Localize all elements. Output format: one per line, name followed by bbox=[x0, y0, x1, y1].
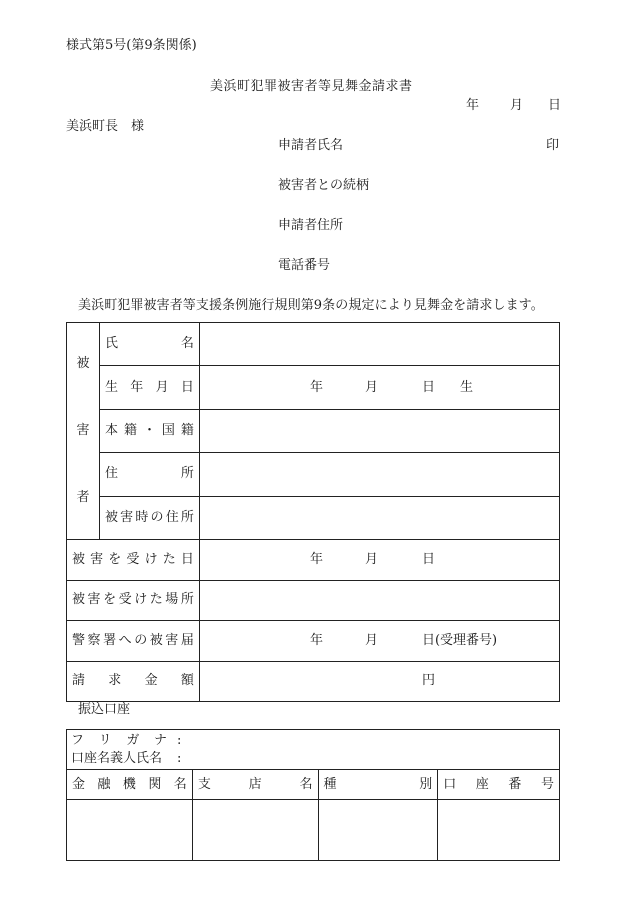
furigana-label-char: フ bbox=[71, 732, 85, 748]
bank-column-header-char: 座 bbox=[475, 776, 489, 792]
bank-column-header bbox=[192, 770, 318, 800]
incident-row-value[interactable] bbox=[199, 540, 559, 581]
victim-row-label-char: 名 bbox=[180, 336, 194, 352]
incident-row-label-char: た bbox=[162, 551, 176, 567]
incident-row-label-char: け bbox=[144, 551, 158, 567]
seal-mark: 印 bbox=[546, 138, 560, 153]
victim-group-char: 害 bbox=[76, 422, 90, 438]
incident-row-label bbox=[67, 661, 200, 702]
incident-row-label-char: 求 bbox=[108, 673, 122, 689]
victim-row-label-char: 害 bbox=[120, 509, 134, 525]
victim-row-label-char: 年 bbox=[130, 379, 144, 395]
incident-row-label-char: 日 bbox=[180, 551, 194, 567]
form-number: 様式第5号(第9条関係) bbox=[66, 38, 197, 53]
incident-row-label-char: 場 bbox=[165, 592, 179, 608]
bank-column-header bbox=[318, 770, 438, 800]
bank-column-header-char: 支 bbox=[197, 776, 211, 792]
incident-row-label-char: た bbox=[149, 592, 163, 608]
incident-row-value-part: 月 bbox=[364, 551, 378, 567]
bank-table bbox=[66, 729, 560, 861]
furigana-label-char: リ bbox=[98, 732, 112, 748]
applicant-address-label: 申請者住所 bbox=[278, 218, 344, 233]
victim-row bbox=[67, 323, 560, 366]
incident-row-value-part: 年 bbox=[309, 551, 323, 567]
incident-row-label-char: の bbox=[134, 632, 148, 648]
date-year-label: 年 bbox=[466, 98, 480, 113]
incident-row-label-char: 害 bbox=[87, 592, 101, 608]
incident-row-label-char: け bbox=[134, 592, 148, 608]
incident-row-label-char: 被 bbox=[72, 592, 86, 608]
applicant-relation-label: 被害者との続柄 bbox=[278, 178, 370, 193]
victim-row-label-char: 時 bbox=[135, 509, 149, 525]
incident-row-label-char: 届 bbox=[180, 632, 194, 648]
victim-row-value-part: 年 bbox=[309, 379, 323, 395]
incident-row-label-char: 額 bbox=[180, 673, 194, 689]
victim-row-label-char: 所 bbox=[180, 509, 194, 525]
incident-row-label-char: 害 bbox=[165, 632, 179, 648]
victim-row-value-part: 日 bbox=[421, 379, 435, 395]
form-title: 美浜町犯罪被害者等見舞金請求書 bbox=[210, 79, 413, 94]
victim-row bbox=[67, 409, 560, 452]
victim-row-label-char: の bbox=[150, 509, 164, 525]
incident-row-value-part: 年 bbox=[309, 632, 323, 648]
victim-row-label bbox=[99, 496, 199, 539]
incident-row-value[interactable] bbox=[199, 621, 559, 662]
victim-row bbox=[67, 496, 560, 539]
victim-row-label-char: 月 bbox=[155, 379, 169, 395]
victim-row-label-char: 所 bbox=[180, 466, 194, 482]
date-day-label: 日 bbox=[548, 98, 562, 113]
bank-column-header-char: 名 bbox=[173, 776, 187, 792]
incident-row-label-char: 受 bbox=[126, 551, 140, 567]
victim-row-value[interactable] bbox=[199, 366, 559, 409]
incident-row-label bbox=[67, 580, 200, 621]
victim-row-value-part: 生 bbox=[459, 379, 473, 395]
victim-group-char: 者 bbox=[76, 489, 90, 505]
victim-row-label bbox=[99, 409, 199, 452]
furigana-label-char: ナ bbox=[153, 732, 167, 748]
victim-row-label-char: 籍 bbox=[180, 422, 194, 438]
incident-row-label-char: 金 bbox=[144, 673, 158, 689]
incident-row bbox=[67, 661, 560, 702]
incident-row-label-char: 受 bbox=[118, 592, 132, 608]
incident-row-label-char: 警 bbox=[72, 632, 86, 648]
bank-column-header-char: 機 bbox=[122, 776, 136, 792]
victim-row-value[interactable] bbox=[199, 323, 559, 366]
furigana-label-char: ガ bbox=[126, 732, 140, 748]
incident-row-label bbox=[67, 621, 200, 662]
incident-row bbox=[67, 540, 560, 581]
bank-column-header-char: 名 bbox=[299, 776, 313, 792]
incident-row-label-char: 害 bbox=[90, 551, 104, 567]
victim-row-value[interactable] bbox=[199, 496, 559, 539]
victim-group-char: 被 bbox=[76, 356, 90, 372]
bank-column-header bbox=[67, 770, 193, 800]
bank-column-header-char: 番 bbox=[508, 776, 522, 792]
bank-column-value[interactable] bbox=[67, 800, 193, 861]
addressee: 美浜町長 様 bbox=[66, 119, 145, 134]
incident-row-label-char: を bbox=[103, 592, 117, 608]
victim-row-label bbox=[99, 323, 199, 366]
victim-row-value[interactable] bbox=[199, 409, 559, 452]
incident-row-value[interactable] bbox=[199, 580, 559, 621]
incident-row-value[interactable] bbox=[199, 661, 559, 702]
incident-row-label-char: 署 bbox=[103, 632, 117, 648]
bank-value-row bbox=[67, 800, 560, 861]
victim-row bbox=[67, 366, 560, 409]
bank-column-header-char: 金 bbox=[72, 776, 86, 792]
statement: 美浜町犯罪被害者等支援条例施行規則第9条の規定により見舞金を請求します。 bbox=[78, 298, 544, 313]
holder-label: 口座名義人氏名 bbox=[71, 750, 163, 766]
incident-row bbox=[67, 580, 560, 621]
victim-row-label-char: 日 bbox=[180, 379, 194, 395]
incident-row-value-part: 円 bbox=[421, 673, 435, 689]
victim-row-value-part: 月 bbox=[364, 379, 378, 395]
incident-row-label-char: 察 bbox=[87, 632, 101, 648]
bank-column-header-char: 関 bbox=[148, 776, 162, 792]
incident-row-label-char: 所 bbox=[180, 592, 194, 608]
incident-row-label-char: へ bbox=[118, 632, 132, 648]
victim-row-label-char: 生 bbox=[104, 379, 118, 395]
furigana-row bbox=[71, 732, 555, 750]
bank-column-value[interactable] bbox=[192, 800, 318, 861]
applicant-name-label: 申請者氏名 bbox=[278, 138, 344, 153]
bank-column-header-char: 号 bbox=[540, 776, 554, 792]
incident-row-label-char: 被 bbox=[72, 551, 86, 567]
victim-group-label bbox=[67, 323, 100, 540]
holder-row bbox=[71, 750, 555, 768]
victim-row-label-char: 住 bbox=[104, 466, 118, 482]
bank-column-header bbox=[438, 770, 560, 800]
bank-section-label: 振込口座 bbox=[78, 702, 131, 717]
incident-row-label-char: 請 bbox=[72, 673, 86, 689]
bank-column-header-char: 融 bbox=[97, 776, 111, 792]
bank-column-header-char: 口 bbox=[443, 776, 457, 792]
incident-row-value-part: 日 bbox=[421, 551, 435, 567]
incident-row-label-char: 被 bbox=[149, 632, 163, 648]
furigana-label bbox=[71, 732, 167, 750]
bank-column-header-char: 種 bbox=[323, 776, 337, 792]
bank-column-value[interactable] bbox=[438, 800, 560, 861]
incident-row-label-char: を bbox=[108, 551, 122, 567]
victim-row-label-char: ・ bbox=[142, 422, 156, 438]
victim-row-label-char: 国 bbox=[161, 422, 175, 438]
victim-row-label-char: 本 bbox=[104, 422, 118, 438]
victim-row-label-char: 氏 bbox=[104, 336, 118, 352]
victim-row-label bbox=[99, 453, 199, 496]
victim-row bbox=[67, 453, 560, 496]
furigana-colon: : bbox=[177, 732, 182, 748]
incident-row-value-part: 月 bbox=[364, 632, 378, 648]
bank-header-row bbox=[67, 770, 560, 800]
incident-row bbox=[67, 621, 560, 662]
victim-row-label-char: 被 bbox=[104, 509, 118, 525]
incident-row-label bbox=[67, 540, 200, 581]
incident-row-value-part: 日(受理番号) bbox=[421, 632, 498, 648]
applicant-phone-label: 電話番号 bbox=[278, 258, 331, 273]
victim-row-label-char: 籍 bbox=[123, 422, 137, 438]
victim-table bbox=[66, 322, 560, 702]
holder-colon: : bbox=[177, 750, 182, 766]
bank-column-header-char: 店 bbox=[248, 776, 262, 792]
victim-row-label-char: 住 bbox=[165, 509, 179, 525]
bank-column-value[interactable] bbox=[318, 800, 438, 861]
date-month-label: 月 bbox=[510, 98, 524, 113]
bank-column-header-char: 別 bbox=[419, 776, 433, 792]
victim-row-label bbox=[99, 366, 199, 409]
victim-row-value[interactable] bbox=[199, 453, 559, 496]
